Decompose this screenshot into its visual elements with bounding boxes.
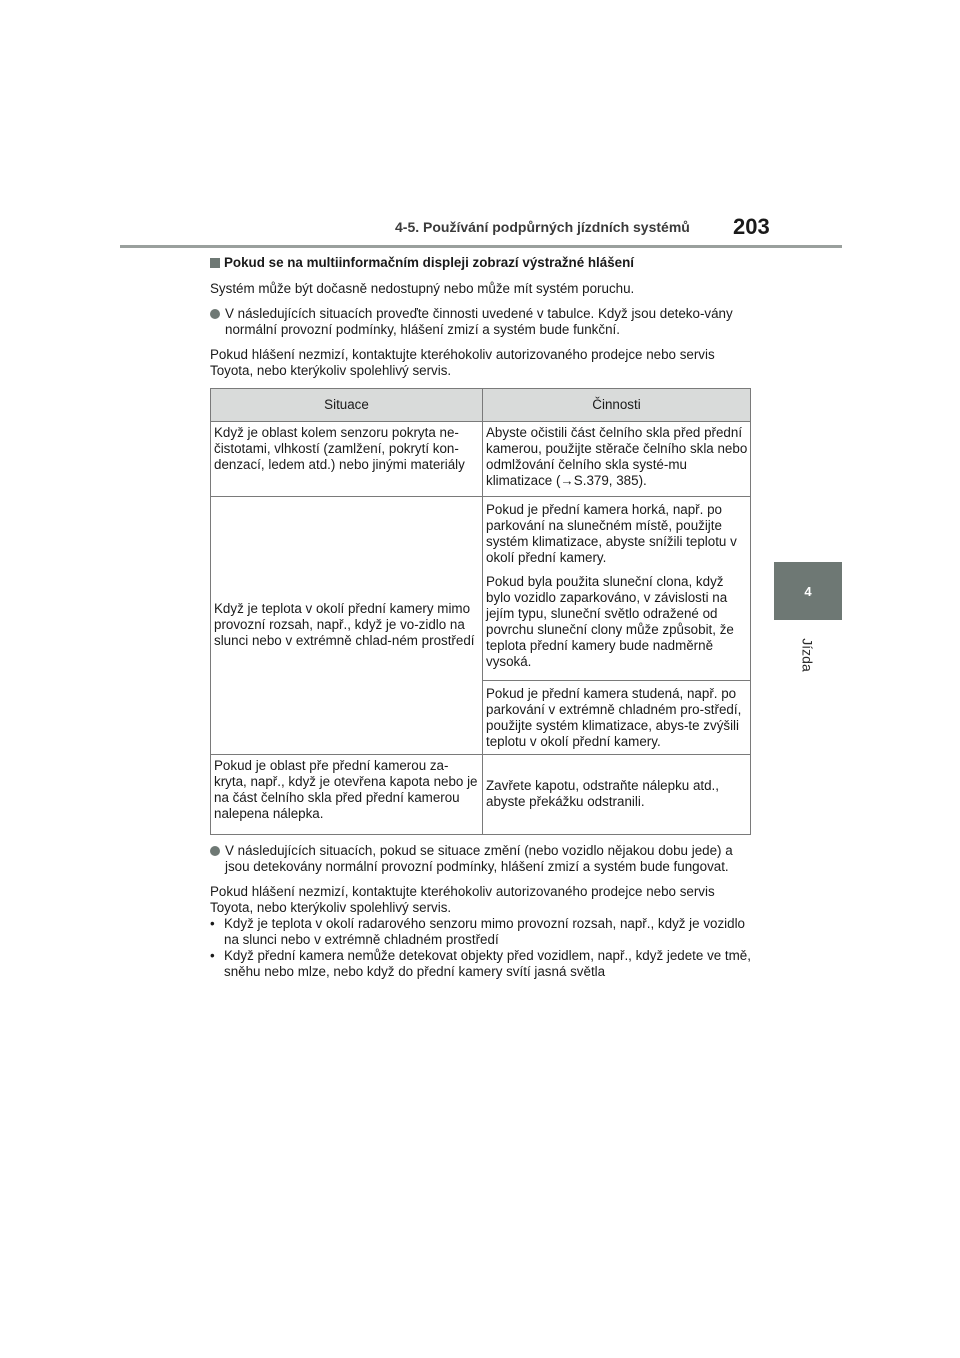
situation-cell: Když je oblast kolem senzoru pokryta ne-čistotami, vlhkostí (zamlžení, pokrytí kon-denzací, ledem atd.) nebo jinými materiály <box>211 422 483 497</box>
action-paragraph: Pokud je přední kamera horká, např. po parkování na slunečném místě, použijte systém klimatizace, abyste snížili teplotu v okolí přední kamery. <box>486 502 737 565</box>
page-number: 203 <box>733 214 770 239</box>
circle-bullet-icon <box>210 846 220 856</box>
square-bullet-icon <box>210 258 220 268</box>
list-item <box>210 916 752 948</box>
chapter-number: 4 <box>804 583 812 599</box>
chapter-label-text: Jízda <box>800 638 816 672</box>
table-header-situation: Situace <box>211 389 483 422</box>
bullet-item <box>210 306 752 338</box>
situation-cell: Pokud je oblast pře přední kamerou za-kryta, např., když je otevřena kapota nebo je na část čelního skla před přední kamerou nalepena nálepka. <box>211 755 483 835</box>
list-item <box>210 948 752 980</box>
action-paragraph: Pokud je přední kamera studená, např. po parkování v extrémně chladném pro-středí, použijte systém klimatizace, abys-te zvýšili teplotu v okolí přední kamery. <box>483 680 750 754</box>
note-paragraph: Pokud hlášení nezmizí, kontaktujte kteréhokoliv autorizovaného prodejce nebo servis Toyota, nebo kterýkoliv spolehlivý servis. <box>210 884 715 915</box>
circle-bullet-icon <box>210 309 220 319</box>
action-paragraph: Pokud byla použita sluneční clona, když bylo vozidlo zaparkováno, v závislosti na jejím typu, sluneční světlo odražené od povrchu sluneční clony může způsobit, že teplota přední kamery bude nadměrně vysoká. <box>486 574 734 669</box>
page-content <box>210 255 752 980</box>
list-item-text: Když je teplota v okolí radarového senzoru mimo provozní rozsah, např., když je vozidlo na slunci nebo v extrémně chladném prostředí <box>224 916 746 947</box>
list-marker: • <box>210 916 215 931</box>
bullet-item <box>210 843 752 875</box>
chapter-label <box>776 630 840 680</box>
action-cell: Zavřete kapotu, odstraňte nálepku atd., abyste překážku odstranili. <box>483 755 751 835</box>
situation-cell: Když je teplota v okolí přední kamery mimo provozní rozsah, např., když je vo-zidlo na slunci nebo v extrémně chlad-ném prostředí <box>211 497 483 755</box>
condition-list <box>210 916 752 980</box>
table-row <box>211 755 751 835</box>
list-item-text: Když přední kamera nemůže detekovat objekty před vozidlem, např., když jedete ve tmě, sněhu nebo mlze, nebo když do přední kamery svítí jasná světla <box>224 948 751 979</box>
table-header-actions: Činnosti <box>483 389 751 422</box>
list-marker: • <box>210 948 215 963</box>
action-cell <box>483 497 751 755</box>
intro-paragraph: Systém může být dočasně nedostupný nebo může mít systém poruchu. <box>210 281 635 296</box>
section-heading-text: Pokud se na multiinformačním displeji zobrazí výstražné hlášení <box>224 255 635 270</box>
table-header-row <box>211 389 751 422</box>
bullet-text: V následujících situacích, pokud se situace změní (nebo vozidlo nějakou dobu jede) a jsou detekovány normální provozní podmínky, hlášení zmizí a systém bude fungovat. <box>225 843 733 874</box>
action-cell: Abyste očistili část čelního skla před přední kamerou, použijte stěrače čelního skla nebo odmlžování čelního skla systé-mu klimatizace (→S.379, 385). <box>483 422 751 497</box>
note-paragraph: Pokud hlášení nezmizí, kontaktujte kteréhokoliv autorizovaného prodejce nebo servis Toyota, nebo kterýkoliv spolehlivý servis. <box>210 347 715 378</box>
chapter-tab[interactable] <box>774 562 842 620</box>
section-title: 4-5. Používání podpůrných jízdních systémů <box>395 219 690 235</box>
header-divider <box>120 245 842 248</box>
bullet-text: V následujících situacích proveďte činnosti uvedené v tabulce. Když jsou deteko-vány normální provozní podmínky, hlášení zmizí a systém bude funkční. <box>225 306 733 337</box>
table-row <box>211 497 751 755</box>
situations-table <box>210 388 751 835</box>
section-heading <box>210 255 752 271</box>
table-row <box>211 422 751 497</box>
